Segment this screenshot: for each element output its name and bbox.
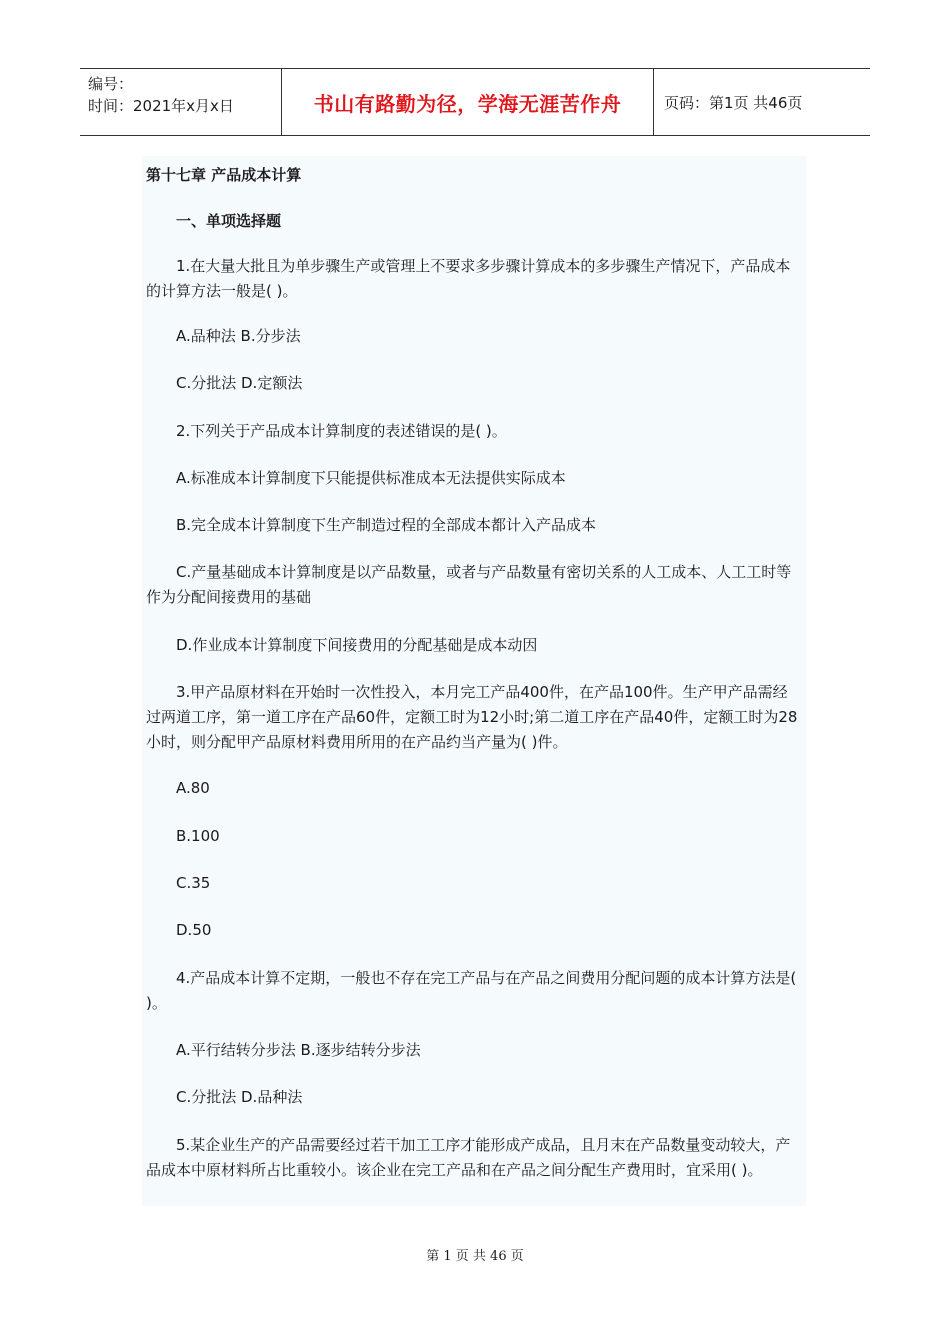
q2-option-d: D.作业成本计算制度下间接费用的分配基础是成本动因 [176, 636, 538, 654]
q1-options-ab: A.品种法 B.分步法 [176, 327, 301, 345]
document-body [142, 156, 806, 1206]
serial-label: 编号： [88, 75, 134, 93]
header-meta [80, 69, 282, 135]
q3-option-c: C.35 [176, 874, 211, 892]
q2-option-c: C.产量基础成本计算制度是以产品数量，或者与产品数量有密切关系的人工成本、人工工时等作为分配间接费用的基础 [146, 563, 792, 606]
page-header [80, 68, 870, 136]
question-5: 5.某企业生产的产品需要经过若干加工工序才能形成产成品，且月末在产品数量变动较大，产品成本中原材料所占比重较小。该企业在完工产品和在产品之间分配生产费用时，宜采用( )。 [146, 1136, 791, 1179]
section-title: 一、单项选择题 [176, 212, 282, 230]
q1-options-cd: C.分批法 D.定额法 [176, 374, 303, 392]
q3-option-b: B.100 [176, 827, 220, 845]
q3-option-a: A.80 [176, 779, 210, 797]
question-4: 4.产品成本计算不定期，一般也不存在完工产品与在产品之间费用分配问题的成本计算方法是( )。 [146, 969, 797, 1012]
question-1: 1.在大量大批且为单步骤生产或管理上不要求多步骤计算成本的多步骤生产情况下，产品成本的计算方法一般是( )。 [146, 257, 791, 300]
q2-option-b: B.完全成本计算制度下生产制造过程的全部成本都计入产品成本 [176, 516, 597, 534]
q2-option-a: A.标准成本计算制度下只能提供标准成本无法提供实际成本 [176, 469, 566, 487]
question-3: 3.甲产品原材料在开始时一次性投入，本月完工产品400件，在产品100件。生产甲产品需经过两道工序，第一道工序在产品60件，定额工时为12小时;第二道工序在产品40件，定额工时为28小时，则分配甲产品原材料费用所用的在产品约当产量为( )件。 [146, 683, 798, 751]
chapter-title: 第十七章 产品成本计算 [146, 166, 302, 184]
question-2: 2.下列关于产品成本计算制度的表述错误的是( )。 [176, 422, 507, 440]
q4-options-cd: C.分批法 D.品种法 [176, 1088, 303, 1106]
page-footer: 第 1 页 共 46 页 [426, 1249, 524, 1264]
date-label: 时间：2021年x月x日 [88, 97, 234, 115]
header-page-info: 页码：第1页 共46页 [664, 93, 803, 112]
q3-option-d: D.50 [176, 921, 212, 939]
q4-options-ab: A.平行结转分步法 B.逐步结转分步法 [176, 1041, 421, 1059]
header-motto: 书山有路勤为径，学海无涯苦作舟 [282, 69, 654, 135]
